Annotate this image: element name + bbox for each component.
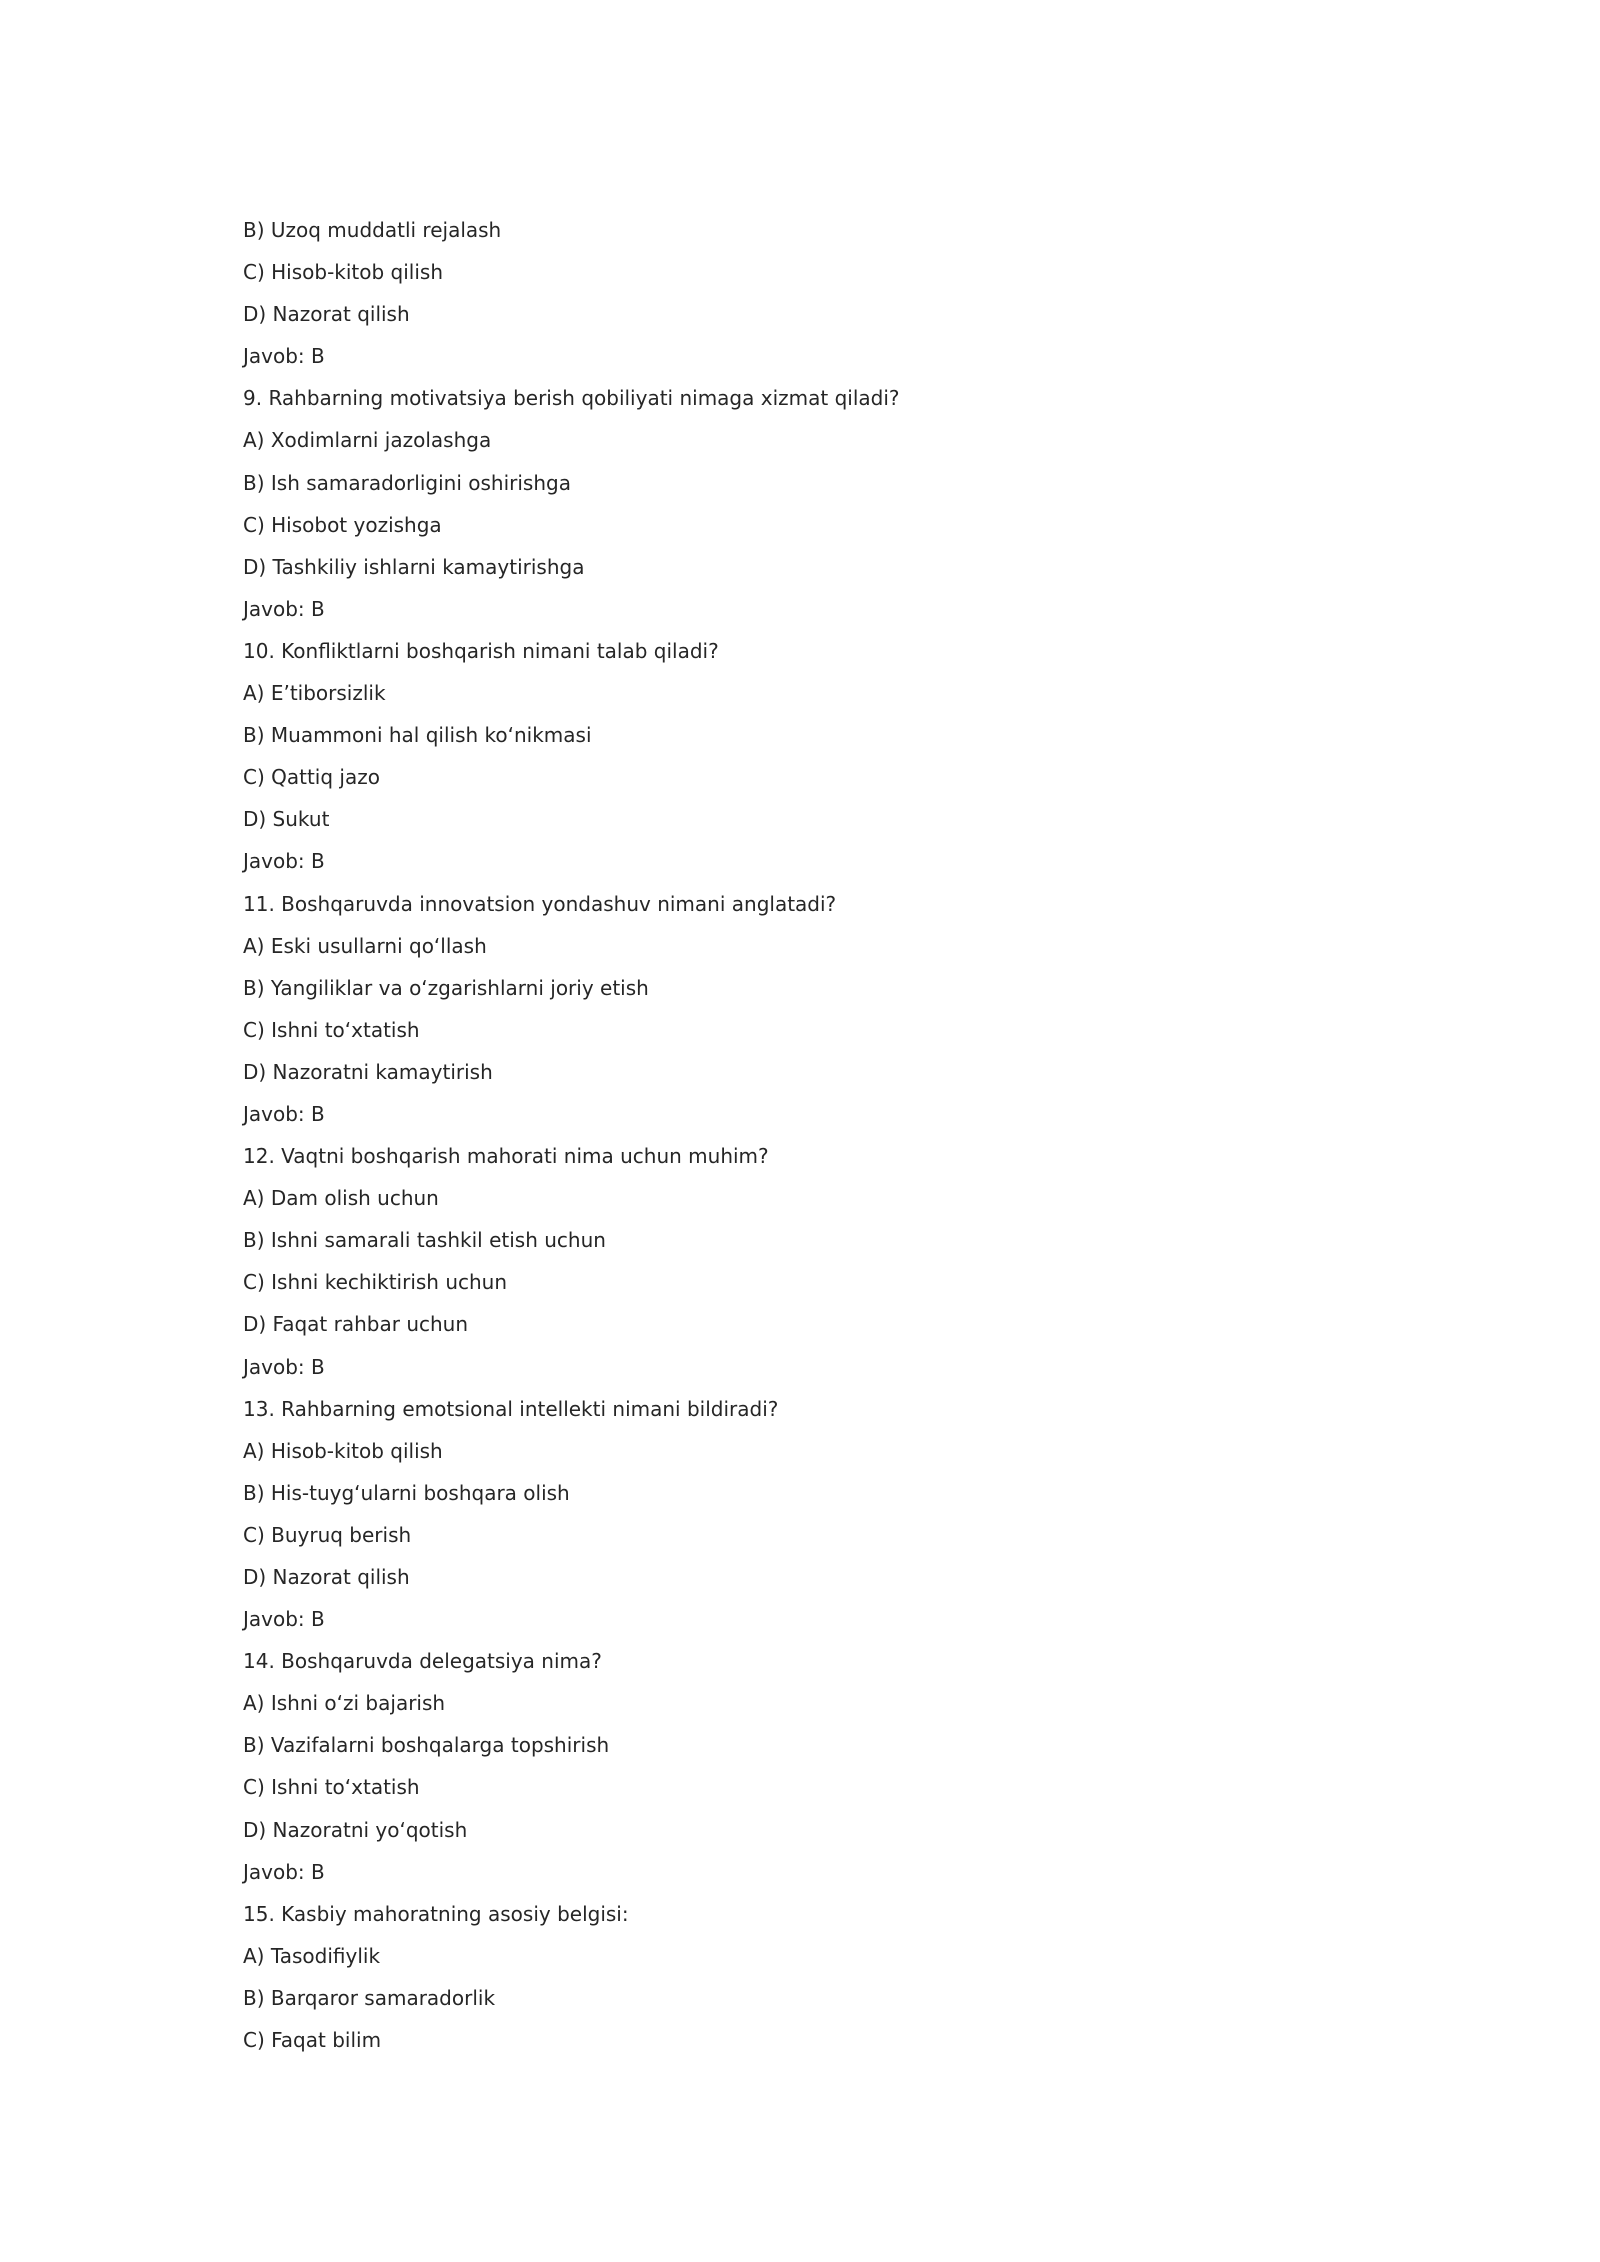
answer-key: Javob: B [243, 344, 325, 369]
answer-option: B) Ishni samarali tashkil etish uchun [243, 1228, 606, 1253]
answer-option: B) Muammoni hal qilish ko‘nikmasi [243, 723, 592, 748]
answer-option: D) Sukut [243, 807, 330, 832]
quiz-text-body [243, 216, 900, 2068]
answer-key: Javob: B [243, 596, 325, 621]
answer-option: C) Ishni to‘xtatish [243, 1775, 420, 1800]
answer-option: C) Hisobot yozishga [243, 512, 442, 537]
answer-key: Javob: B [243, 1101, 325, 1126]
answer-option: B) Barqaror samaradorlik [243, 1985, 496, 2010]
answer-option: D) Nazorat qilish [243, 302, 410, 327]
question-text: 10. Konfliktlarni boshqarish nimani talab qiladi? [243, 638, 719, 663]
answer-option: C) Buyruq berish [243, 1522, 412, 1547]
answer-option: A) Eski usullarni qo‘llash [243, 933, 487, 958]
question-text: 9. Rahbarning motivatsiya berish qobiliyati nimaga xizmat qiladi? [243, 386, 900, 411]
answer-key: Javob: B [243, 849, 325, 874]
answer-option: A) Tasodifiylik [243, 1943, 381, 1968]
answer-option: B) Yangiliklar va o‘zgarishlarni joriy etish [243, 975, 649, 1000]
answer-option: A) Ishni o‘zi bajarish [243, 1691, 446, 1716]
answer-key: Javob: B [243, 1859, 325, 1884]
answer-option: C) Faqat bilim [243, 2028, 382, 2053]
answer-option: C) Hisob-kitob qilish [243, 260, 444, 285]
answer-option: A) Dam olish uchun [243, 1186, 439, 1211]
answer-option: D) Nazoratni kamaytirish [243, 1059, 493, 1084]
answer-option: B) Ish samaradorligini oshirishga [243, 470, 571, 495]
answer-option: D) Nazorat qilish [243, 1565, 410, 1589]
answer-option: C) Ishni to‘xtatish [243, 1017, 420, 1042]
answer-option: B) Vazifalarni boshqalarga topshirish [243, 1733, 610, 1758]
answer-option: A) Hisob-kitob qilish [243, 1438, 443, 1463]
answer-option: D) Nazoratni yo‘qotish [243, 1817, 468, 1842]
answer-key: Javob: B [243, 1607, 325, 1632]
answer-option: D) Tashkiliy ishlarni kamaytirishga [243, 554, 585, 579]
question-text: 13. Rahbarning emotsional intellekti nimani bildiradi? [243, 1396, 779, 1421]
question-text: 15. Kasbiy mahoratning asosiy belgisi: [243, 1901, 629, 1926]
answer-option: D) Faqat rahbar uchun [243, 1312, 469, 1337]
question-text: 12. Vaqtni boshqarish mahorati nima uchun muhim? [243, 1144, 769, 1169]
answer-option: B) His-tuyg‘ularni boshqara olish [243, 1480, 570, 1505]
question-text: 14. Boshqaruvda delegatsiya nima? [243, 1649, 602, 1674]
answer-key: Javob: B [243, 1354, 325, 1379]
answer-option: A) Xodimlarni jazolashga [243, 428, 492, 453]
answer-option: C) Ishni kechiktirish uchun [243, 1270, 508, 1295]
answer-option: C) Qattiq jazo [243, 765, 380, 790]
answer-option: A) E’tiborsizlik [243, 681, 386, 706]
answer-option: B) Uzoq muddatli rejalash [243, 218, 502, 242]
question-text: 11. Boshqaruvda innovatsion yondashuv nimani anglatadi? [243, 891, 837, 916]
